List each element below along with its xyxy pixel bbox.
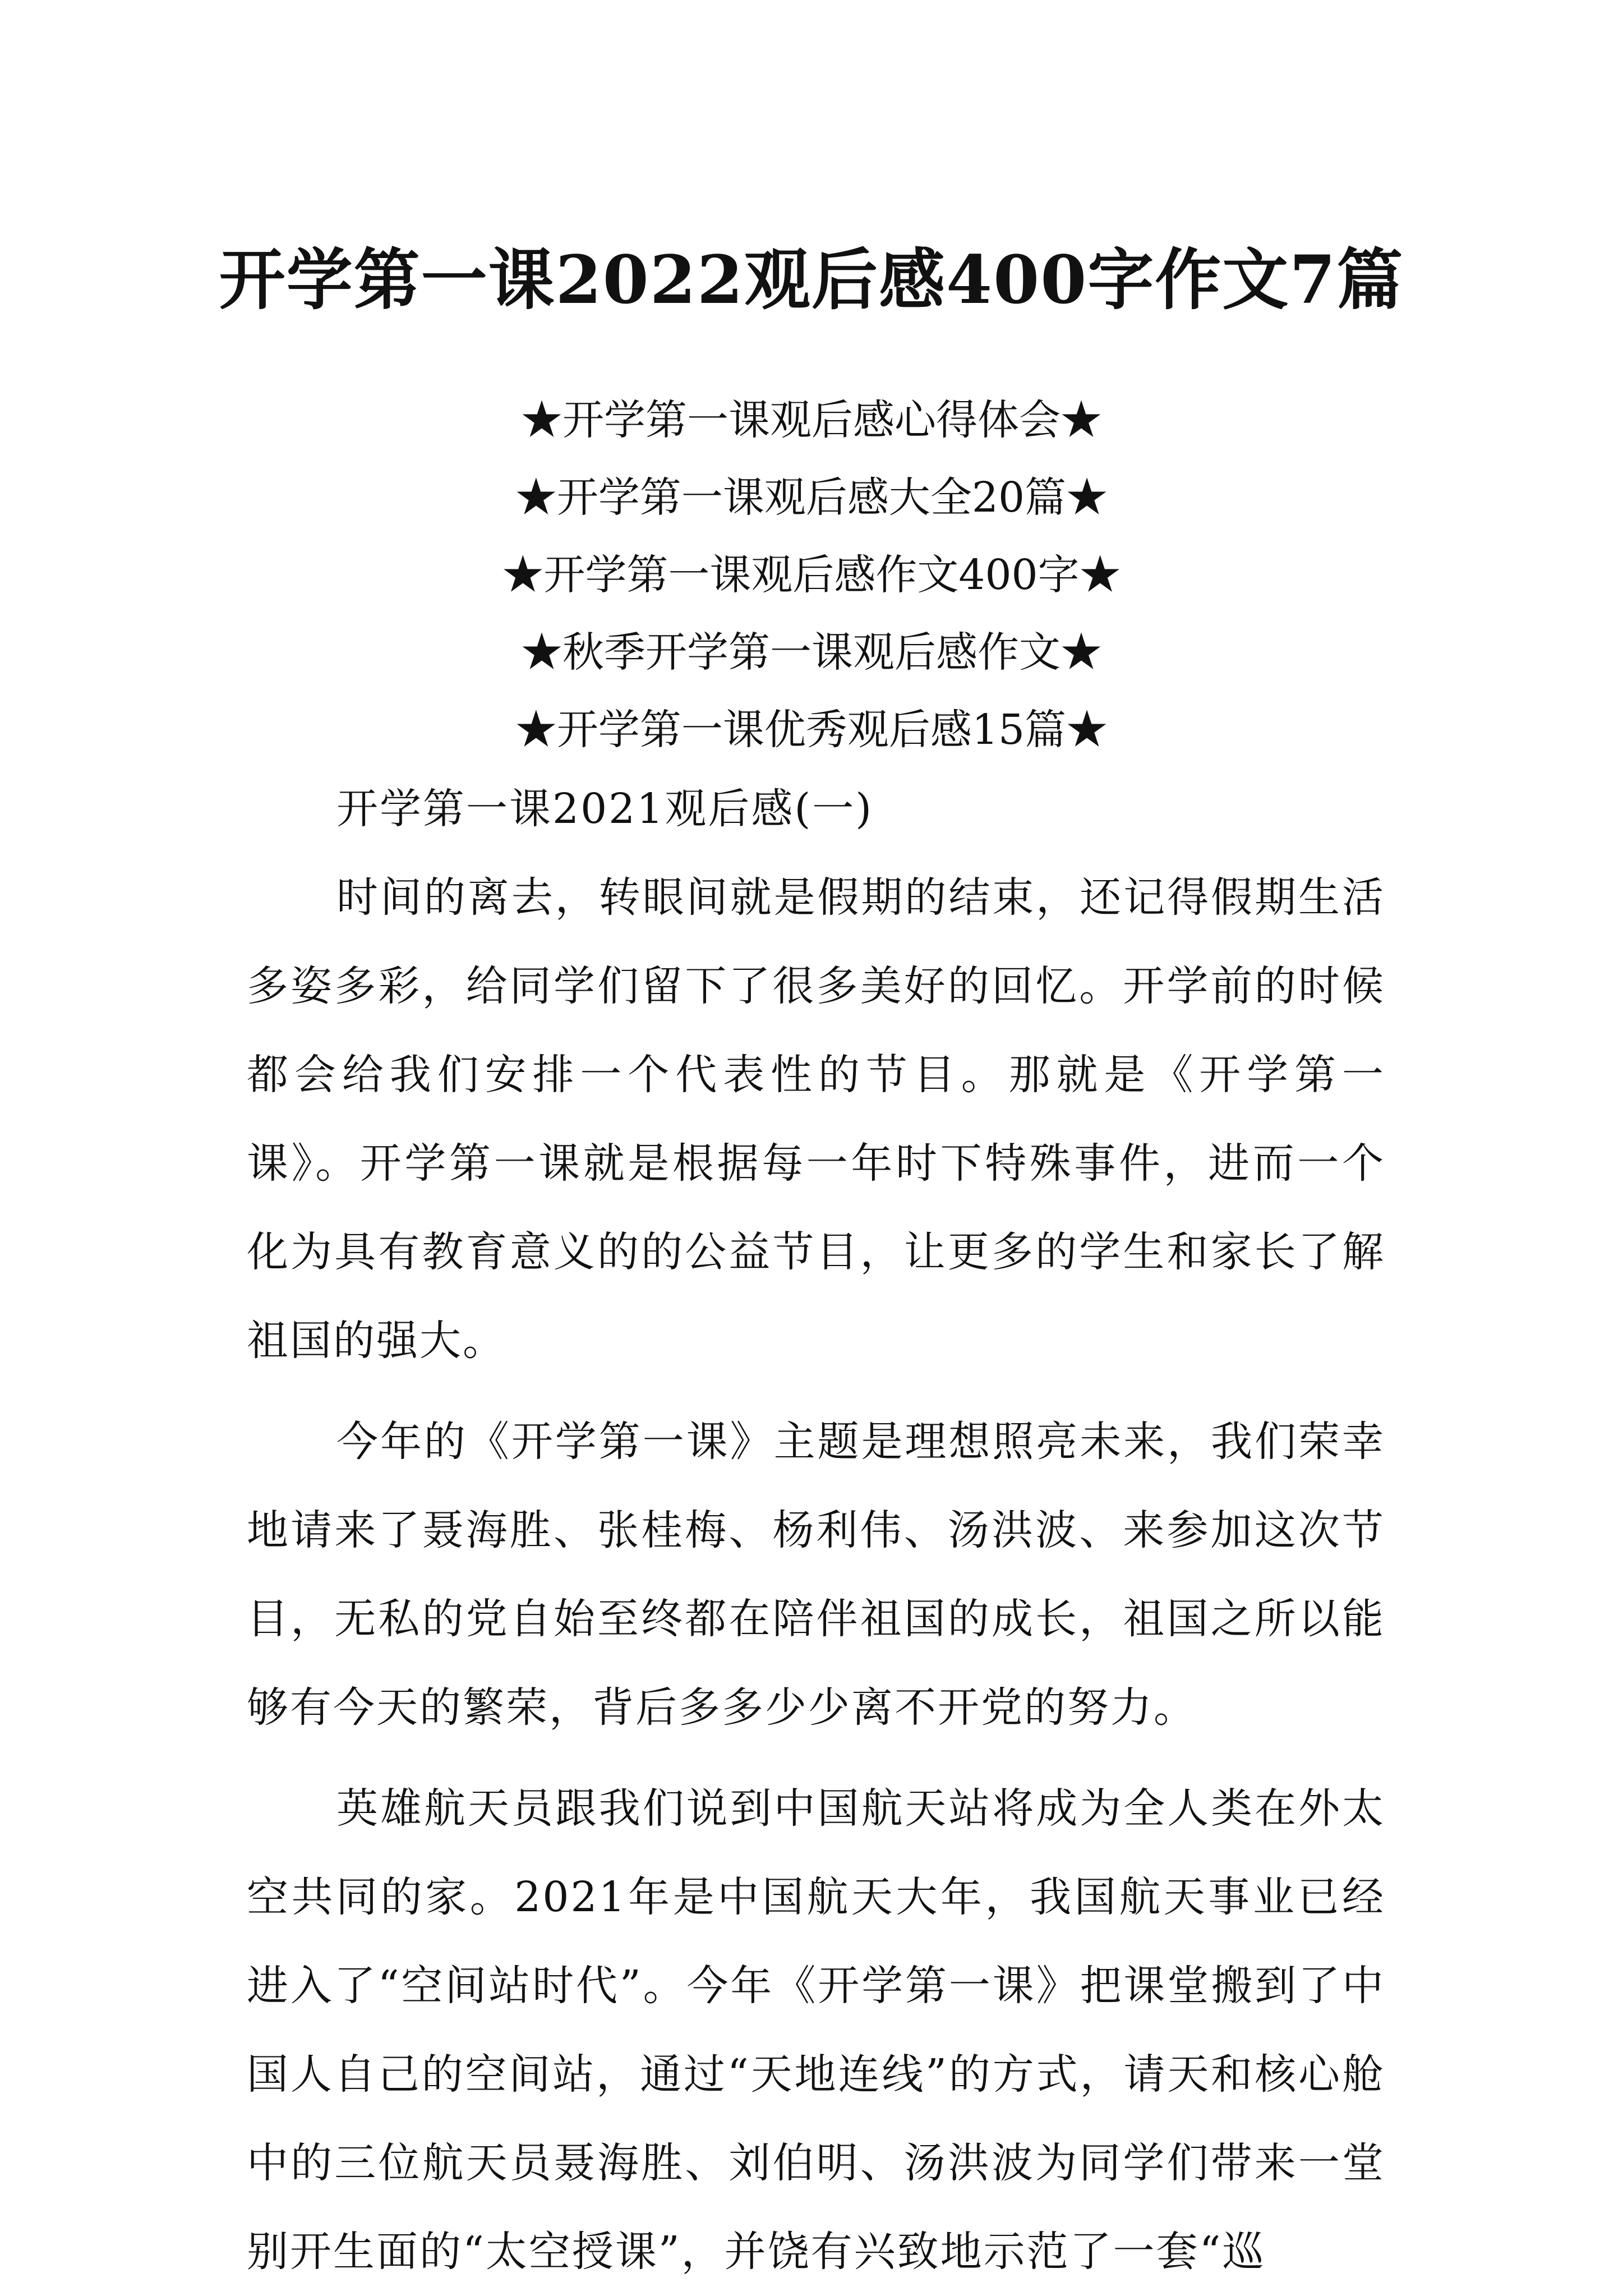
related-link-1[interactable]: ★开学第一课观后感心得体会★ bbox=[521, 396, 1102, 444]
paragraph-3: 英雄航天员跟我们说到中国航天站将成为全人类在外太空共同的家。2021年是中国航天大年，我国航天事业已经进入了“空间站时代”。今年《开学第一课》把课堂搬到了中国人自己的空间站，通过“天地连线”的方式，请天和核心舱中的三位航天员聂海胜、刘伯明、汤洪波为同学们带来一堂别开生面的“太空授课”，并饶有兴致地示范了一套“巡 bbox=[247, 1784, 1385, 2276]
related-link-4[interactable]: ★秋季开学第一课观后感作文★ bbox=[521, 628, 1102, 677]
related-link-3[interactable]: ★开学第一课观后感作文400字★ bbox=[502, 551, 1121, 599]
paragraph-2: 今年的《开学第一课》主题是理想照亮未来，我们荣幸地请来了聂海胜、张桂梅、杨利伟、汤洪波、来参加这次节目，无私的党自始至终都在陪伴祖国的成长，祖国之所以能够有今天的繁荣，背后多多少少离不开党的努力。 bbox=[247, 1418, 1385, 1732]
document-title: 开学第一课2022观后感400字作文7篇 bbox=[219, 241, 1404, 319]
related-link-2[interactable]: ★开学第一课观后感大全20篇★ bbox=[515, 473, 1108, 522]
paragraph-1: 时间的离去，转眼间就是假期的结束，还记得假期生活多姿多彩，给同学们留下了很多美好的回忆。开学前的时候都会给我们安排一个代表性的节目。那就是《开学第一课》。开学第一课就是根据每一年时下特殊事件，进而一个化为具有教育意义的的公益节目，让更多的学生和家长了解祖国的强大。 bbox=[247, 873, 1385, 1365]
section-heading: 开学第一课2021观后感(一) bbox=[336, 785, 874, 833]
article-body bbox=[247, 765, 1385, 2296]
related-links-list bbox=[0, 381, 1623, 769]
related-link-5[interactable]: ★开学第一课优秀观后感15篇★ bbox=[515, 706, 1108, 754]
